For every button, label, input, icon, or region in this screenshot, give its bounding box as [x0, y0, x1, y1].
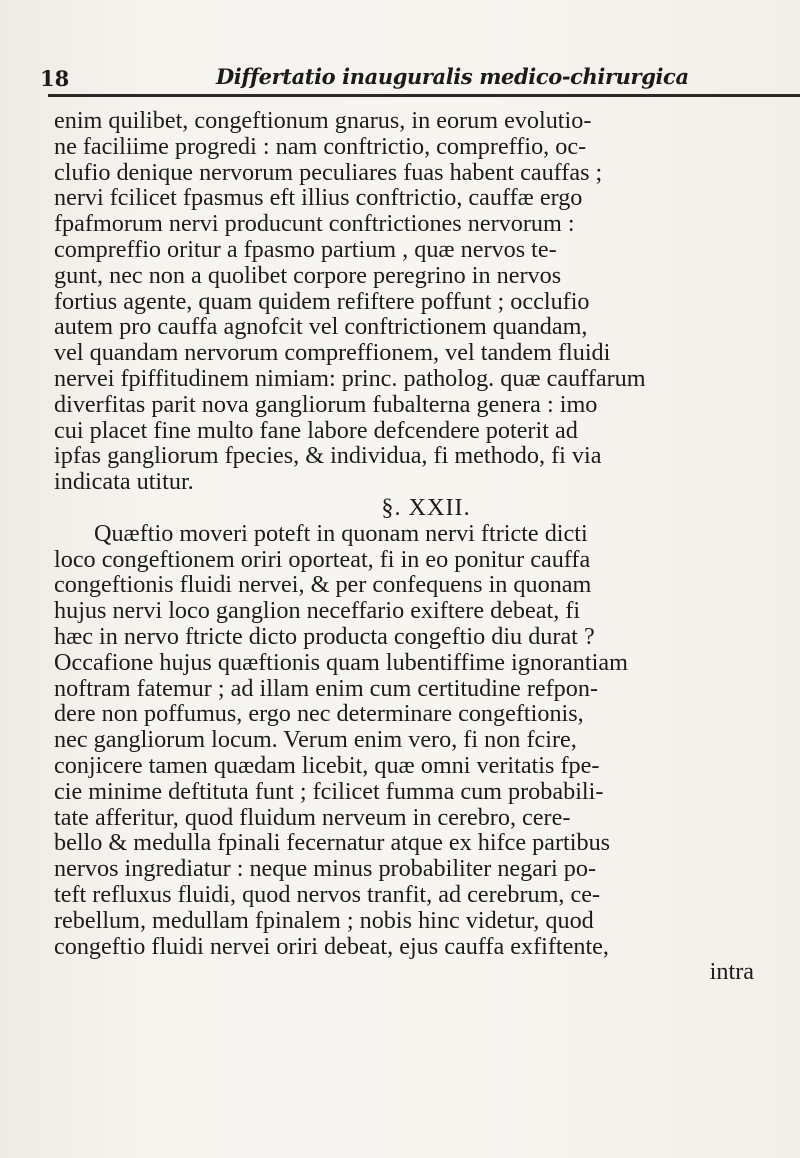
running-title: Differtatio inauguralis medico-chirurgica	[216, 64, 689, 89]
header-rule	[48, 94, 800, 97]
text-line: nervei fpiffitudinem nimiam: princ. patholog. quæ cauffarum	[54, 364, 646, 392]
body-text	[54, 108, 798, 985]
text-line: loco congeftionem oriri oporteat, fi in eo ponitur cauffa	[54, 545, 591, 573]
text-line: teft refluxus fluidi, quod nervos tranfit, ad cerebrum, ce-	[54, 880, 601, 908]
text-line: vel quandam nervorum compreffionem, vel tandem fluidi	[54, 339, 611, 367]
text-line: fpafmorum nervi producunt conftrictiones nervorum :	[54, 210, 575, 238]
text-line: enim quilibet, congeftionum gnarus, in eorum evolutio-	[54, 107, 592, 134]
paragraph-2	[54, 521, 798, 960]
text-line: Occafione hujus quæftionis quam lubentiffime ignorantiam	[54, 648, 628, 676]
paragraph-1	[54, 108, 798, 495]
text-line: cie minime deftituta funt ; fcilicet fumma cum probabili-	[54, 777, 604, 805]
text-line: ipfas gangliorum fpecies, & individua, fi methodo, fi via	[54, 442, 602, 470]
text-line: dere non poffumus, ergo nec determinare congeftionis,	[54, 700, 584, 728]
text-line: compreffio oritur a fpasmo partium , quæ nervos te-	[54, 235, 557, 263]
text-line: Quæftio moveri poteft in quonam nervi ftricte dicti	[94, 519, 588, 547]
text-line: nec gangliorum locum. Verum enim vero, fi non fcire,	[54, 726, 577, 754]
text-line: congeftio fluidi nervei oriri debeat, ejus cauffa exfiftente,	[54, 932, 609, 960]
text-line: noftram fatemur ; ad illam enim cum certitudine refpon-	[54, 674, 599, 702]
text-line: rebellum, medullam fpinalem ; nobis hinc videtur, quod	[54, 906, 594, 934]
page-header	[40, 60, 800, 94]
text-line: bello & medulla fpinali fecernatur atque ex hifce partibus	[54, 829, 611, 857]
text-line: autem pro cauffa agnofcit vel conftrictionem quandam,	[54, 313, 588, 341]
text-line: conjicere tamen quædam licebit, quæ omni veritatis fpe-	[54, 751, 600, 779]
text-line: nervi fcilicet fpasmus eft illius conftrictio, cauffæ ergo	[54, 184, 583, 212]
text-line: indicata utitur.	[54, 468, 194, 496]
catchword: intra	[709, 958, 754, 986]
text-line: cui placet fine multo fane labore defcendere poterit ad	[54, 416, 578, 444]
text-line: clufio denique nervorum peculiares fuas habent cauffas ;	[54, 158, 603, 186]
text-line: tate afferitur, quod fluidum nerveum in cerebro, cere-	[54, 803, 571, 831]
text-line: ne faciliime progredi : nam conftrictio, compreffio, oc-	[54, 132, 587, 160]
page-number: 18	[40, 66, 70, 91]
text-line: hujus nervi loco ganglion neceffario exiftere debeat, fi	[54, 597, 581, 625]
text-line: hæc in nervo ftricte dicto producta congeftio diu durat ?	[54, 622, 595, 650]
section-heading: §. XXII.	[381, 493, 471, 521]
text-line: nervos ingrediatur : neque minus probabiliter negari po-	[54, 855, 597, 883]
text-line: gunt, nec non a quolibet corpore peregrino in nervos	[54, 261, 562, 289]
text-line: congeftionis fluidi nervei, & per confequens in quonam	[54, 571, 592, 599]
text-line: diverfitas parit nova gangliorum fubalterna genera : imo	[54, 390, 598, 418]
text-line: fortius agente, quam quidem refiftere poffunt ; occlufio	[54, 287, 590, 315]
